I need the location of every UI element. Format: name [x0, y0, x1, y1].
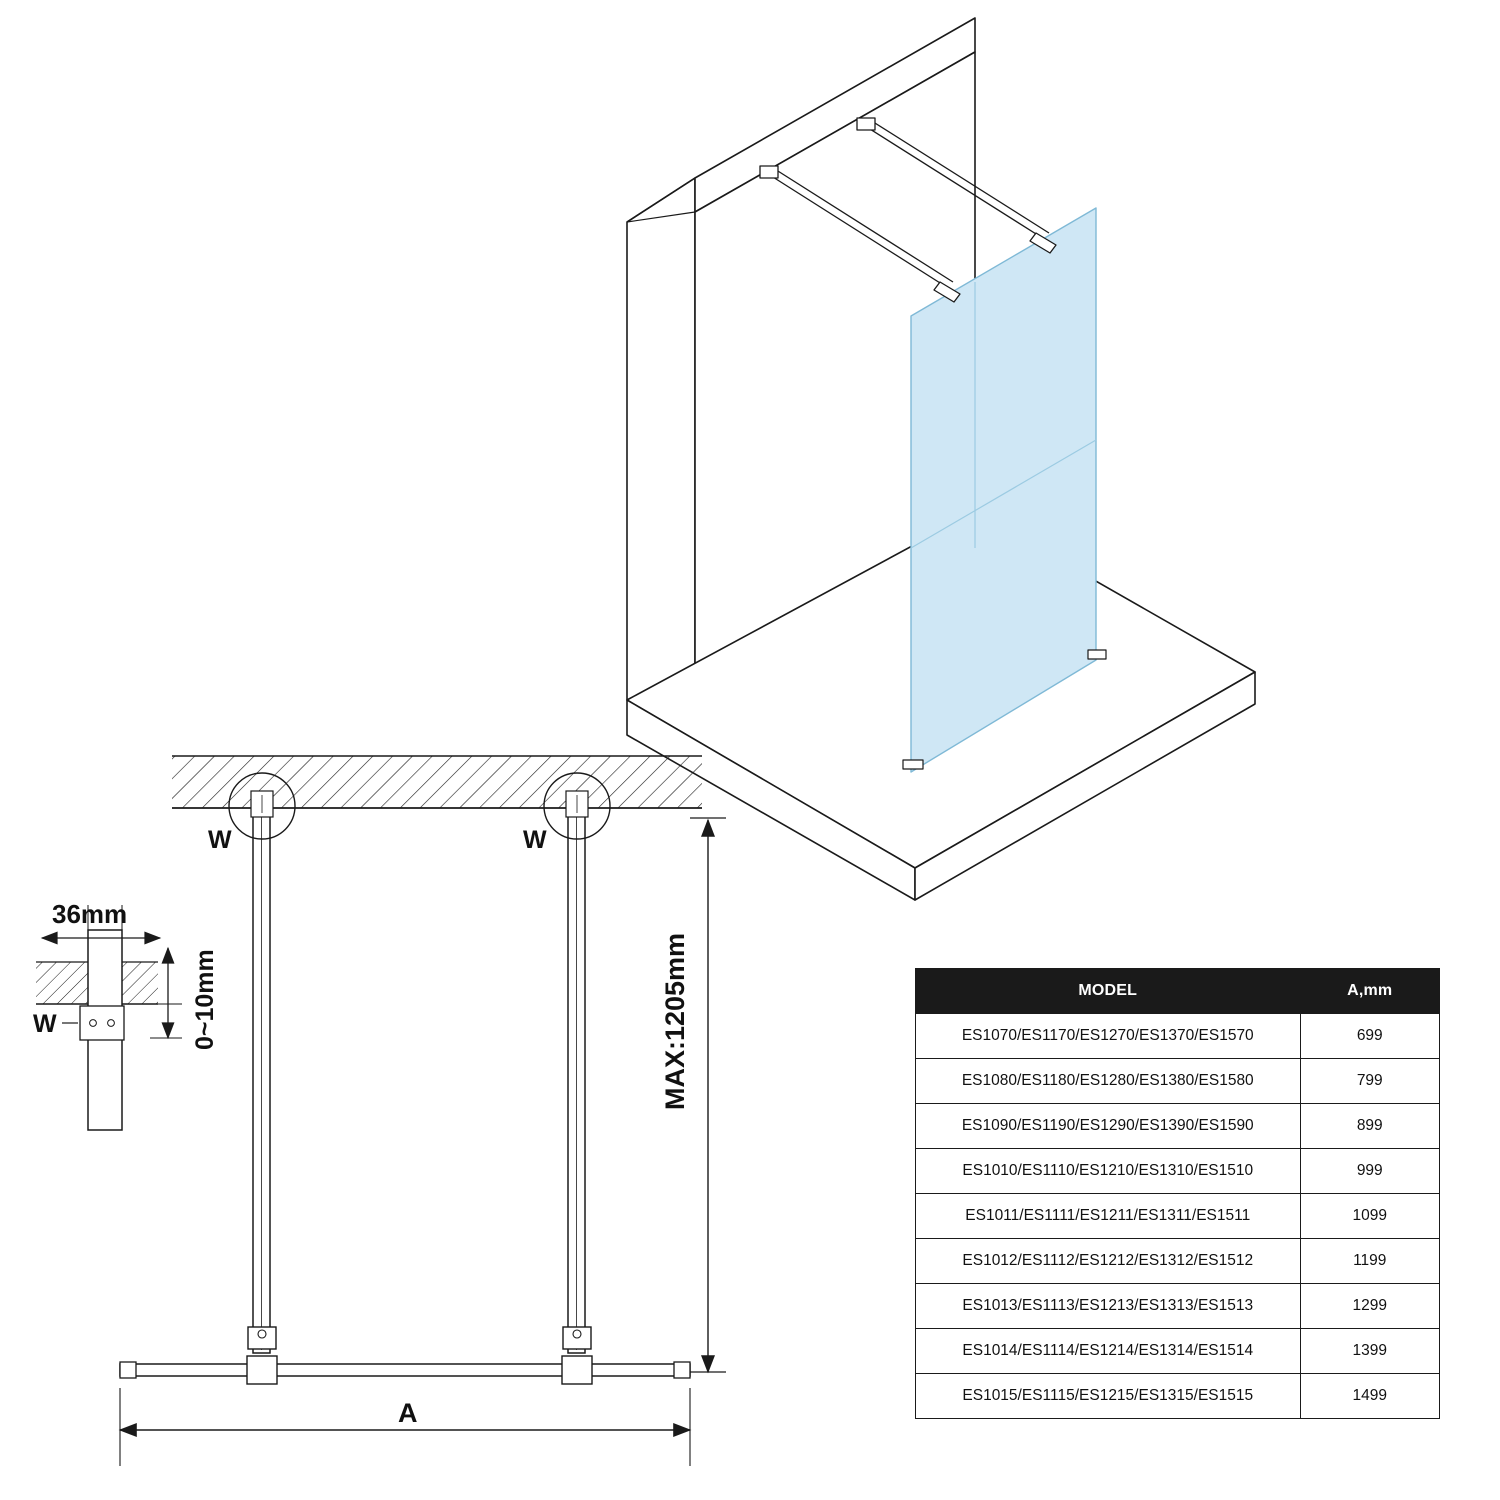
cell-a: 1099: [1300, 1194, 1440, 1239]
cell-model: ES1011/ES1111/ES1211/ES1311/ES1511: [916, 1194, 1301, 1239]
table-row: [916, 1194, 1440, 1239]
column-header-a: A,mm: [1300, 969, 1440, 1014]
cell-model: ES1014/ES1114/ES1214/ES1314/ES1514: [916, 1329, 1301, 1374]
front-elevation-view: [120, 756, 726, 1466]
cell-model: ES1012/ES1112/ES1212/ES1312/ES1512: [916, 1239, 1301, 1284]
cell-model: ES1070/ES1170/ES1270/ES1370/ES1570: [916, 1014, 1301, 1059]
bracket-detail-view: [36, 905, 182, 1130]
cell-a: 1499: [1300, 1374, 1440, 1419]
cell-a: 799: [1300, 1059, 1440, 1104]
table-row: [916, 1374, 1440, 1419]
cell-model: ES1080/ES1180/ES1280/ES1380/ES1580: [916, 1059, 1301, 1104]
cell-a: 1199: [1300, 1239, 1440, 1284]
table-row: [916, 1329, 1440, 1374]
label-w-left: W: [208, 826, 232, 854]
column-header-model: MODEL: [916, 969, 1301, 1014]
table-row: [916, 1104, 1440, 1149]
cell-model: ES1090/ES1190/ES1290/ES1390/ES1590: [916, 1104, 1301, 1149]
cell-a: 1299: [1300, 1284, 1440, 1329]
label-36mm: 36mm: [52, 899, 128, 929]
label-w-detail: W: [33, 1010, 57, 1038]
cell-a: 899: [1300, 1104, 1440, 1149]
cell-model: ES1013/ES1113/ES1213/ES1313/ES1513: [916, 1284, 1301, 1329]
label-gap: 0~10mm: [191, 949, 219, 1050]
label-max-height: MAX:1205mm: [660, 932, 690, 1110]
table-row: [916, 1059, 1440, 1104]
table-row: [916, 1149, 1440, 1194]
cell-model: ES1010/ES1110/ES1210/ES1310/ES1510: [916, 1149, 1301, 1194]
table-row: [916, 1239, 1440, 1284]
model-spec-table: [915, 968, 1440, 1419]
table-header-row: [916, 969, 1440, 1014]
table-row: [916, 1284, 1440, 1329]
cell-a: 1399: [1300, 1329, 1440, 1374]
cell-a: 999: [1300, 1149, 1440, 1194]
table-row: [916, 1014, 1440, 1059]
label-dimension-a: A: [398, 1398, 418, 1428]
cell-a: 699: [1300, 1014, 1440, 1059]
perspective-view: [627, 18, 1255, 900]
label-w-right: W: [523, 826, 547, 854]
cell-model: ES1015/ES1115/ES1215/ES1315/ES1515: [916, 1374, 1301, 1419]
